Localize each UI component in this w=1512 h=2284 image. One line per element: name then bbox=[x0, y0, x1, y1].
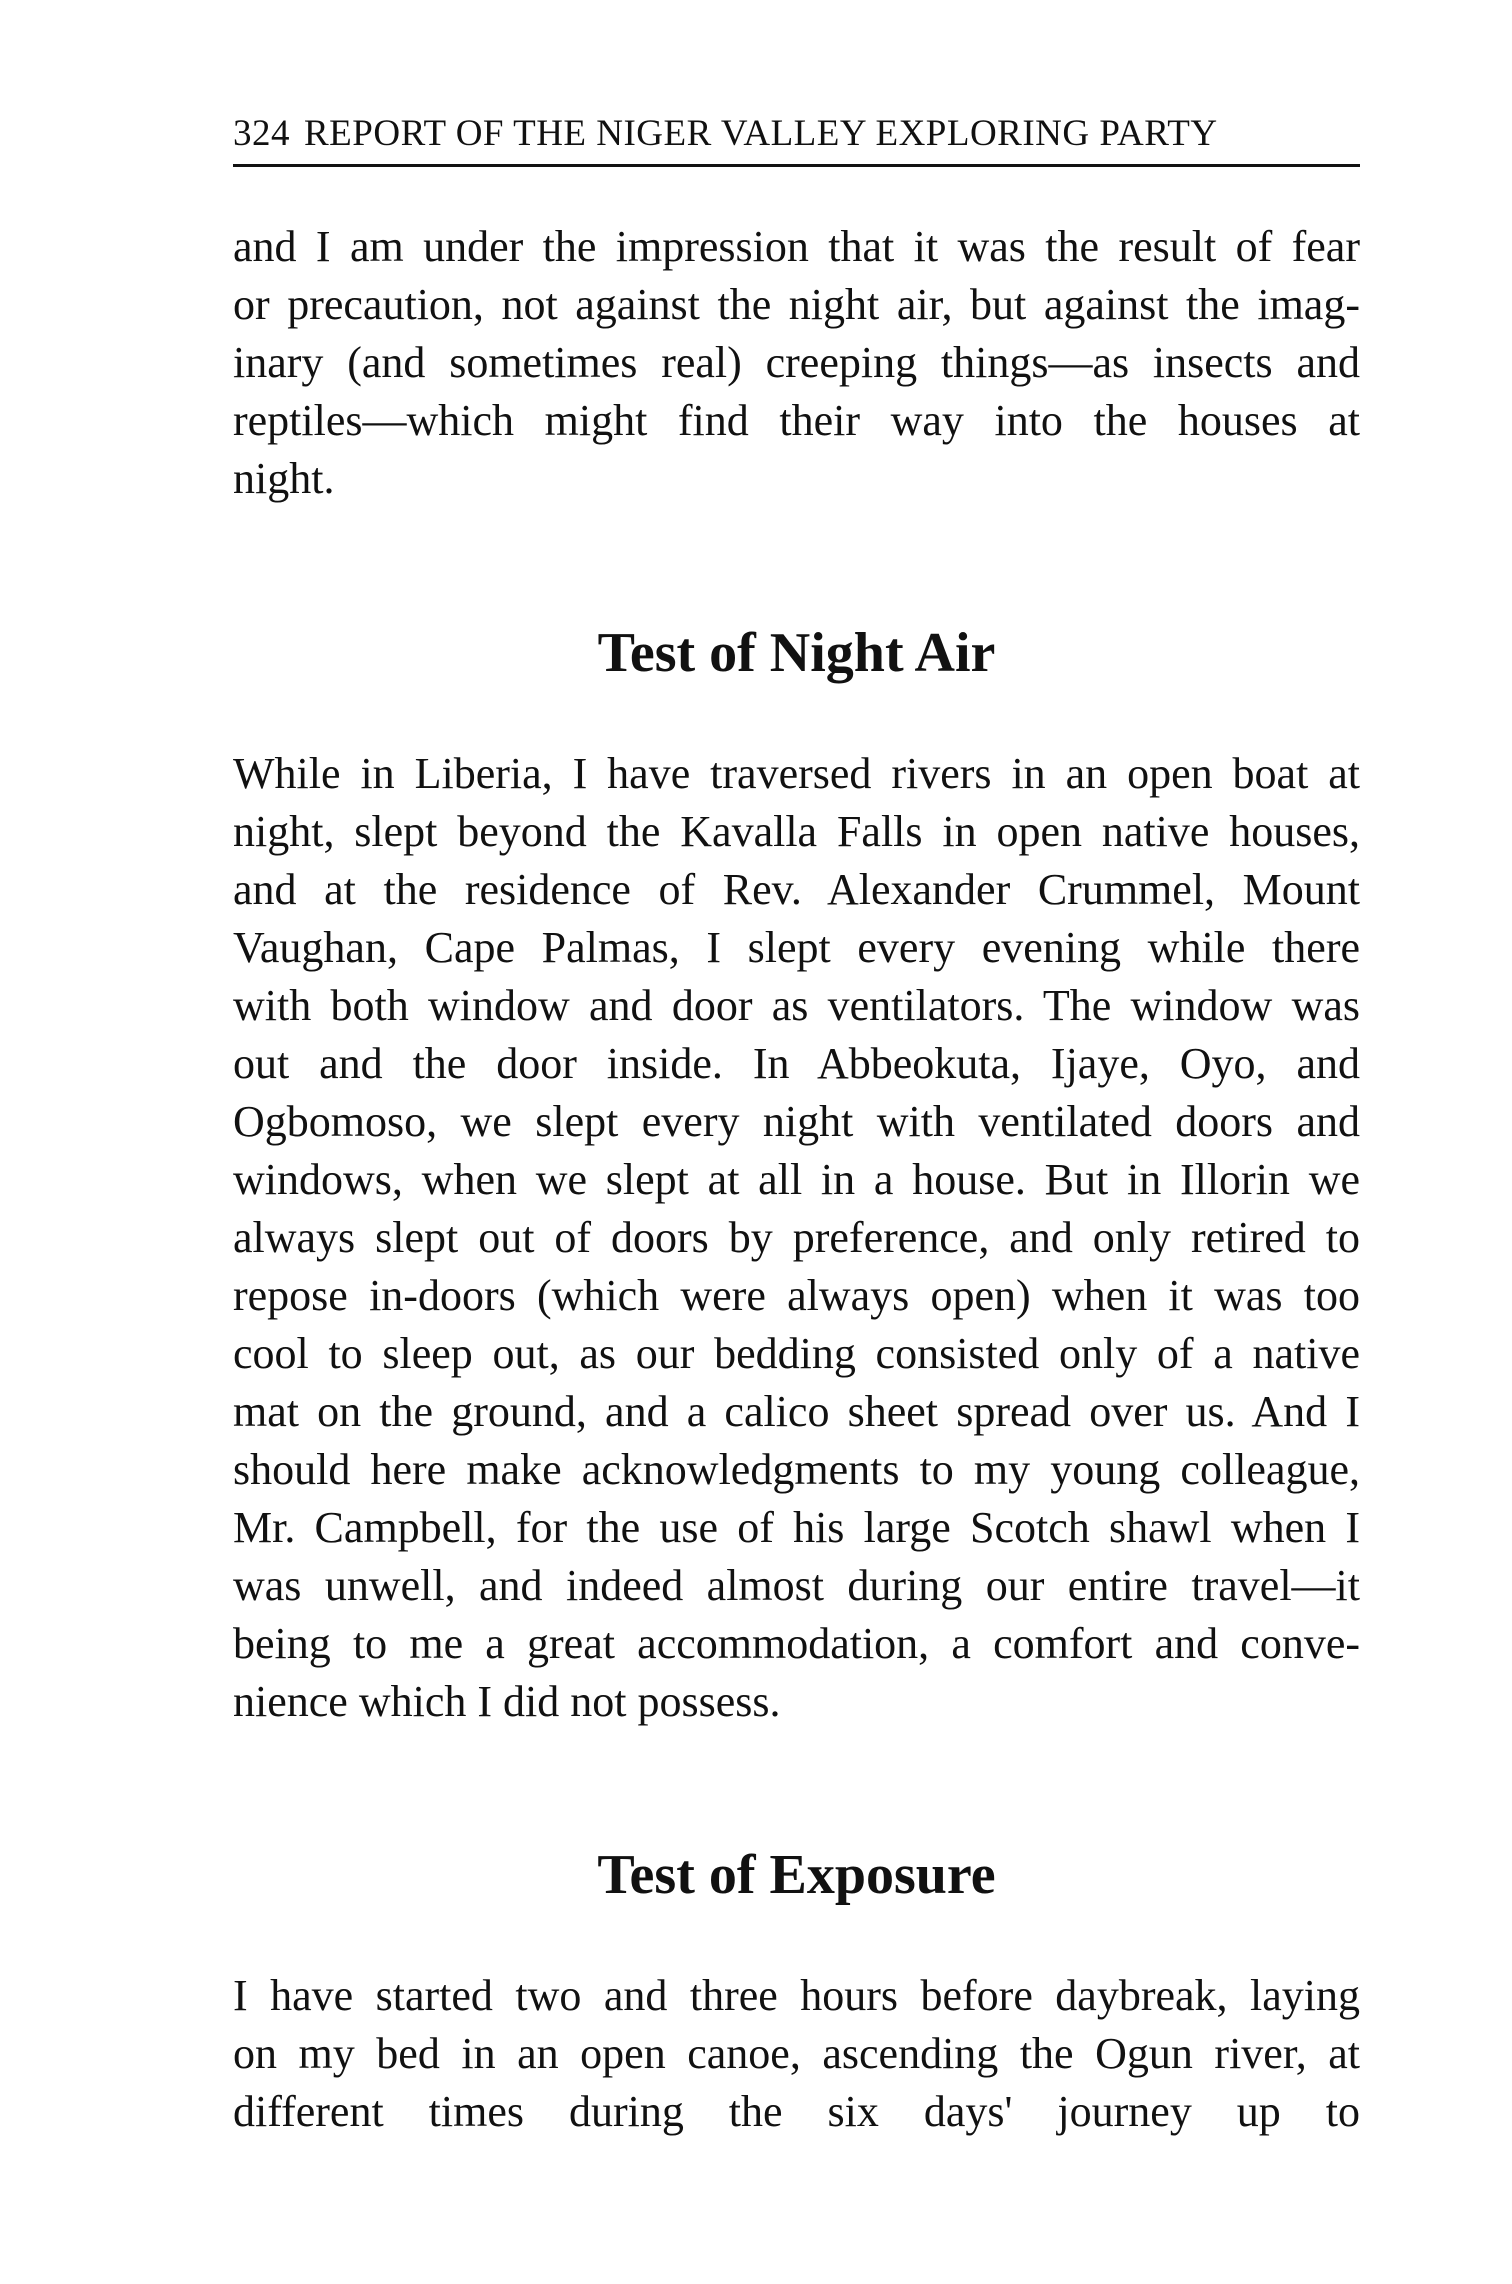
section-heading: Test of Night Air bbox=[597, 622, 996, 684]
text-line: I have started two and three hours before daybreak, laying bbox=[233, 1971, 1360, 2020]
text-line: and at the residence of Rev. Alexander Crummel, Mount bbox=[233, 865, 1360, 914]
text-line: different times during the six days' journey up to bbox=[233, 2087, 1360, 2136]
page-number: 324 bbox=[233, 113, 290, 154]
text-line: Vaughan, Cape Palmas, I slept every evening while there bbox=[233, 923, 1360, 972]
text-line: should here make acknowledgments to my young colleague, bbox=[233, 1445, 1360, 1494]
running-head-title: REPORT OF THE NIGER VALLEY EXPLORING PARTY bbox=[304, 113, 1218, 154]
text-line: was unwell, and indeed almost during our entire travel—it bbox=[233, 1561, 1360, 1610]
text-line: with both window and door as ventilators. The window was bbox=[233, 981, 1360, 1030]
text-line: nience which I did not possess. bbox=[233, 1677, 781, 1726]
text-line: repose in-doors (which were always open) when it was too bbox=[233, 1271, 1360, 1320]
text-line: mat on the ground, and a calico sheet spread over us. And I bbox=[233, 1387, 1360, 1436]
text-line: on my bed in an open canoe, ascending the Ogun river, at bbox=[233, 2029, 1360, 2078]
text-line: While in Liberia, I have traversed rivers in an open boat at bbox=[233, 749, 1360, 798]
text-line: cool to sleep out, as our bedding consisted only of a native bbox=[233, 1329, 1360, 1378]
text-line: and I am under the impression that it was the result of fear bbox=[233, 222, 1360, 271]
text-line: night, slept beyond the Kavalla Falls in open native houses, bbox=[233, 807, 1360, 856]
text-line: reptiles—which might find their way into the houses at bbox=[233, 396, 1360, 445]
text-line: always slept out of doors by preference, and only retired to bbox=[233, 1213, 1360, 1262]
text-line: night. bbox=[233, 454, 335, 503]
text-line: Mr. Campbell, for the use of his large Scotch shawl when I bbox=[233, 1503, 1360, 1552]
text-line: being to me a great accommodation, a comfort and conve- bbox=[233, 1619, 1360, 1668]
text-line: inary (and sometimes real) creeping things—as insects and bbox=[233, 338, 1360, 387]
running-head bbox=[233, 112, 1360, 167]
text-line: Ogbomoso, we slept every night with ventilated doors and bbox=[233, 1097, 1360, 1146]
text-line: out and the door inside. In Abbeokuta, Ijaye, Oyo, and bbox=[233, 1039, 1360, 1088]
section-heading: Test of Exposure bbox=[597, 1844, 996, 1906]
text-line: or precaution, not against the night air, but against the imag- bbox=[233, 280, 1360, 329]
text-line: windows, when we slept at all in a house. But in Illorin we bbox=[233, 1155, 1360, 1204]
